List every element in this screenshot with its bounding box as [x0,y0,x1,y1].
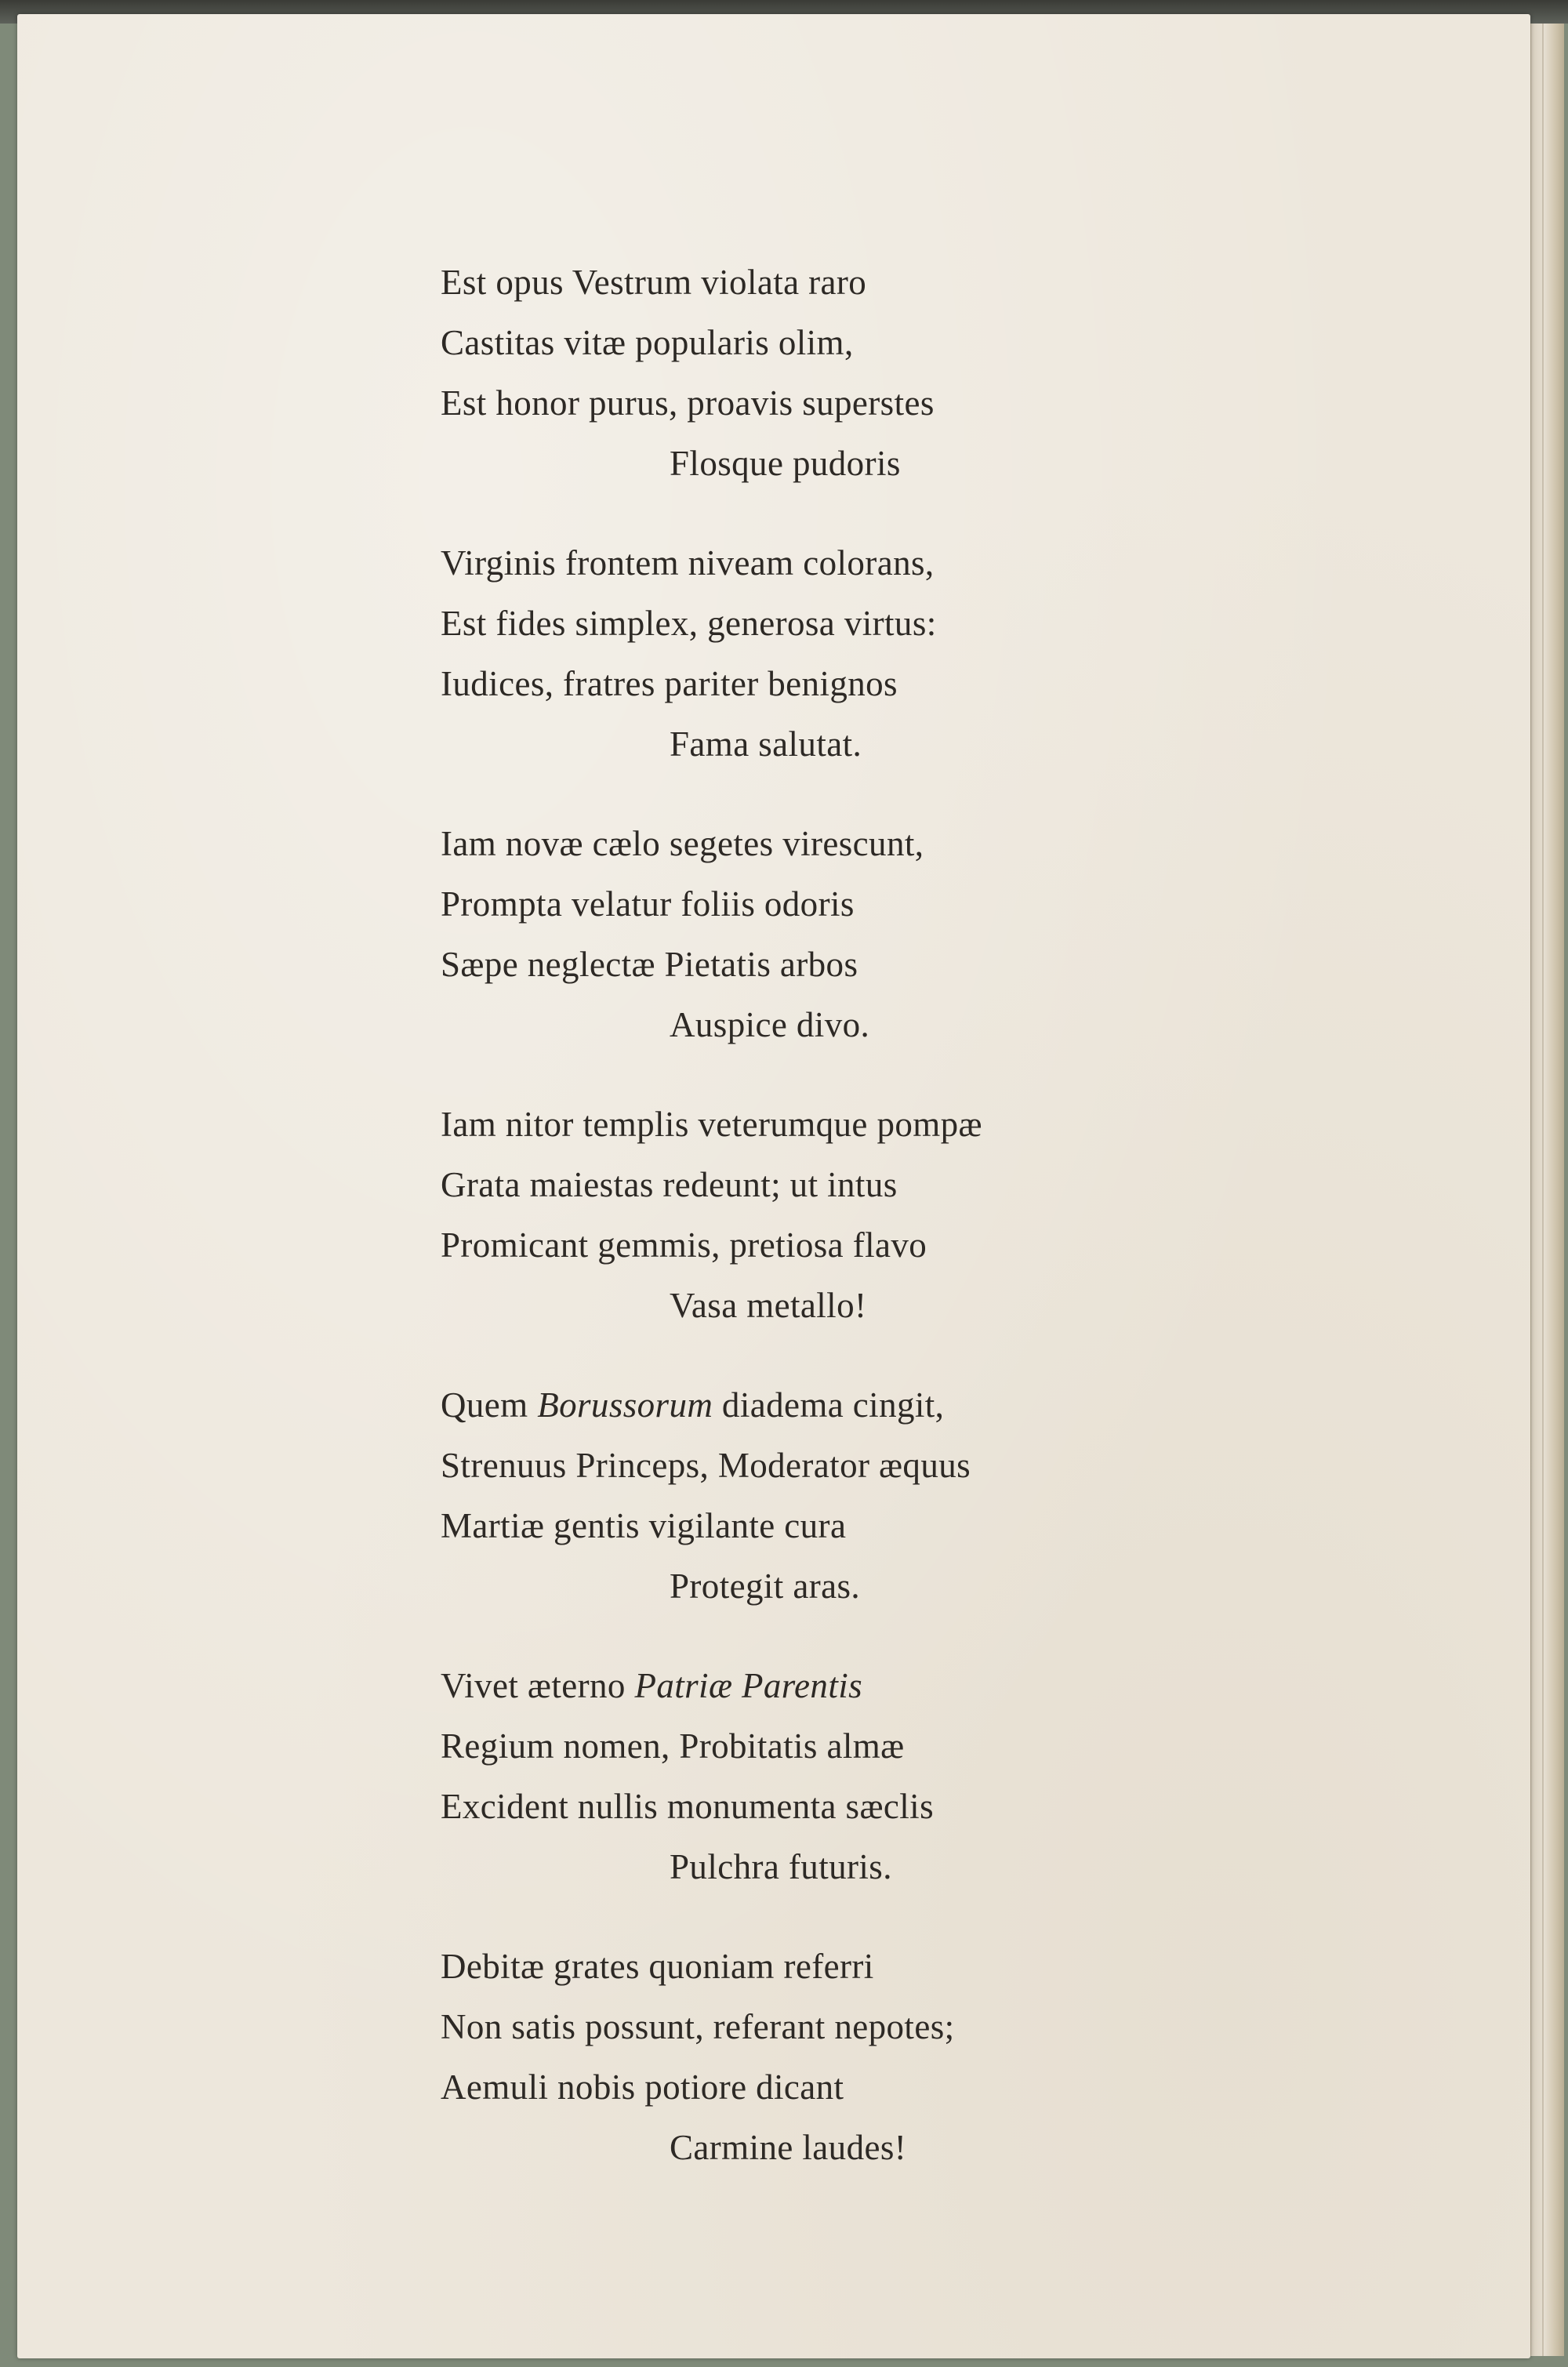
stanza [441,1937,1225,2178]
verse-line: Non satis possunt, referant nepotes; [441,2007,955,2046]
verse-line: Iudices, fratres pariter benignos [441,664,898,703]
verse-italic: Borussorum [537,1385,713,1425]
verse-line-adonic: Fama salutat. [670,724,862,764]
verse-italic: Patriæ Parentis [634,1666,863,1705]
verse-line-adonic: Pulchra futuris. [670,1847,892,1886]
verse-text: Quem [441,1385,538,1425]
poem [441,252,1225,2217]
verse-line: Virginis frontem niveam colorans, [441,543,935,583]
verse-line-adonic: Auspice divo. [670,1005,870,1044]
verse-line-adonic: Flosque pudoris [670,444,901,483]
verse-line: Martiæ gentis vigilante cura [441,1506,847,1545]
verse-line: Strenuus Princeps, Moderator æquus [441,1446,971,1485]
verse-line: Excident nullis monumenta sæclis [441,1787,934,1826]
verse-line: Iam nitor templis veterumque pompæ [441,1105,982,1144]
stanza [441,252,1225,494]
stanza [441,1375,1225,1617]
verse-line [441,1375,1225,1436]
stanza [441,814,1225,1055]
verse-line-adonic: Vasa metallo! [670,1286,867,1325]
verse-line [441,1656,1225,1716]
stanza [441,1656,1225,1897]
page-edge [1530,24,1564,2356]
verse-text: Vivet æterno [441,1666,635,1705]
verse-line-adonic: Protegit aras. [670,1567,861,1606]
verse-line: Castitas vitæ popularis olim, [441,323,854,362]
verse-line: Regium nomen, Probitatis almæ [441,1726,905,1766]
stanza [441,533,1225,775]
verse-line-adonic: Carmine laudes! [670,2128,907,2167]
verse-line: Est honor purus, proavis superstes [441,383,935,423]
verse-line: Iam novæ cælo segetes virescunt, [441,824,924,863]
verse-line: Est opus Vestrum violata raro [441,263,867,302]
stanza [441,1095,1225,1336]
verse-line: Est fides simplex, generosa virtus: [441,604,937,643]
verse-line: Aemuli nobis potiore dicant [441,2067,844,2107]
verse-line: Grata maiestas redeunt; ut intus [441,1165,898,1204]
verse-line: Promicant gemmis, pretiosa flavo [441,1225,927,1265]
verse-line: Debitæ grates quoniam referri [441,1947,874,1986]
verse-line: Prompta velatur foliis odoris [441,884,855,924]
verse-text: diadema cingit, [713,1385,945,1425]
verse-line: Sæpe neglectæ Pietatis arbos [441,945,858,984]
